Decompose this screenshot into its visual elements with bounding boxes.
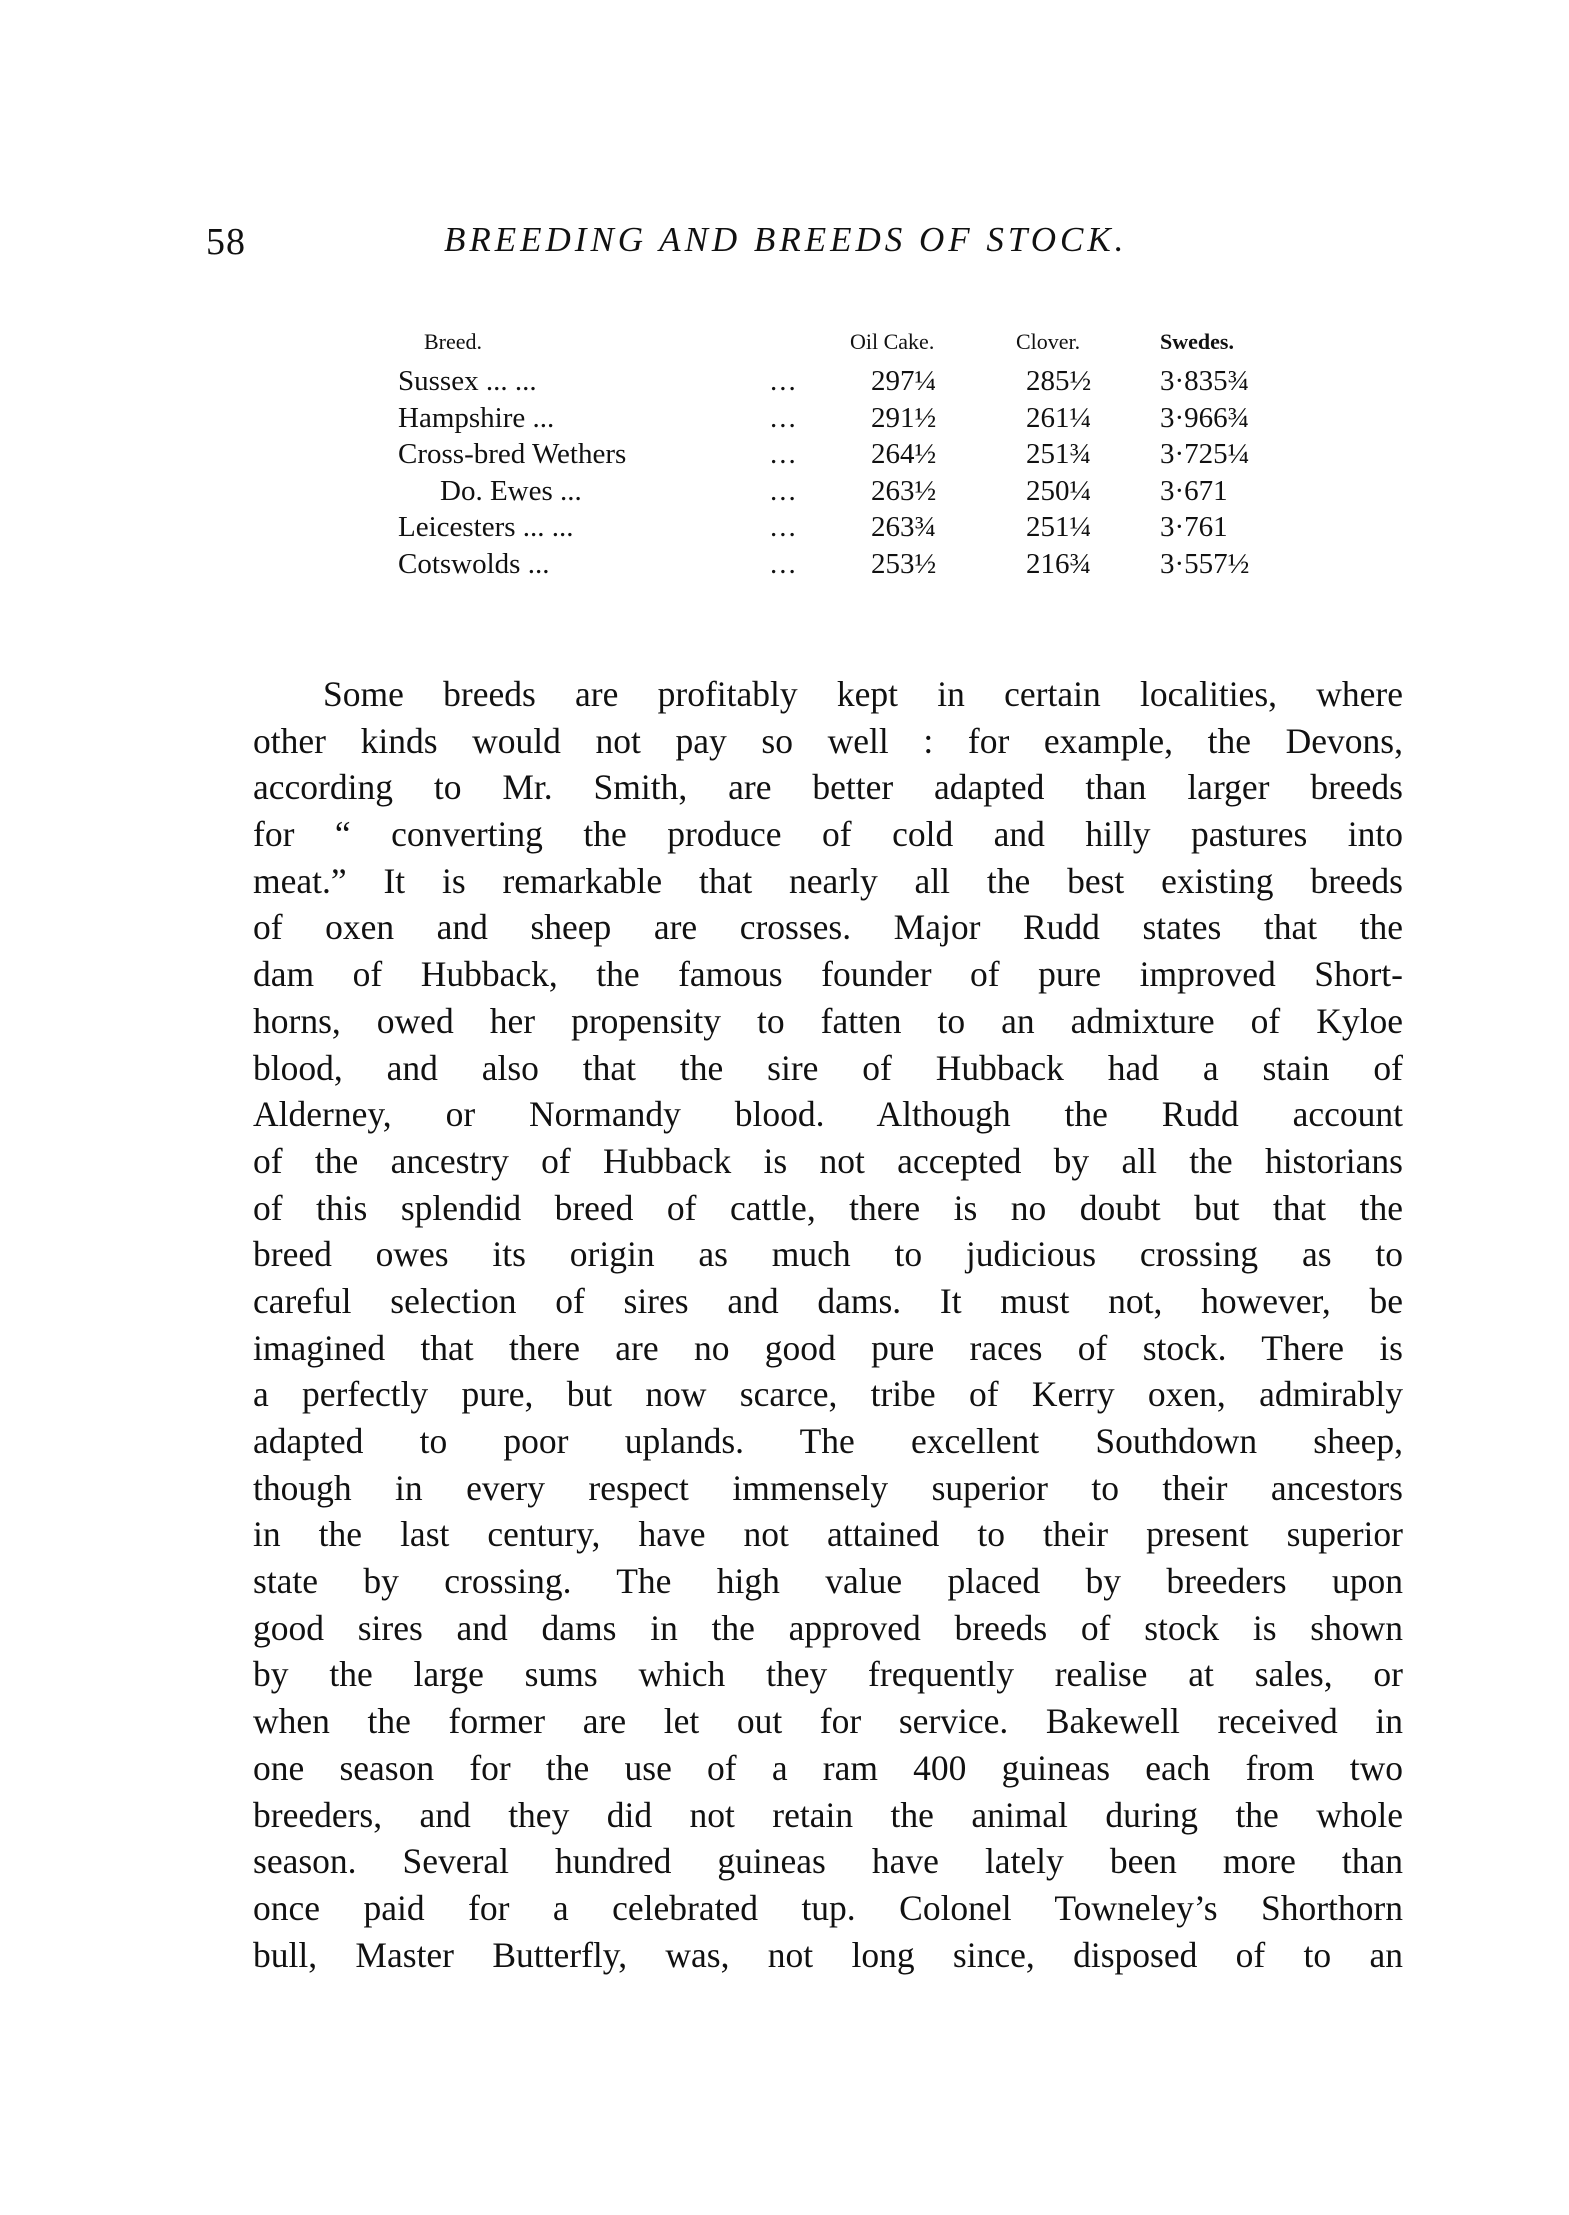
- breed-cell: Leicesters ... ...: [398, 511, 574, 543]
- text-line: according to Mr. Smith, are better adapted than larger breeds: [253, 767, 1403, 808]
- clover-cell: 250¼: [1026, 474, 1092, 507]
- text-line: when the former are let out for service. Bakewell received in: [253, 1701, 1403, 1742]
- body-paragraph: [253, 671, 1403, 1978]
- page-number: 58: [206, 221, 246, 263]
- running-title: BREEDING AND BREEDS OF STOCK.: [444, 220, 1128, 259]
- column-header-oil-cake: Oil Cake.: [850, 329, 935, 354]
- table-row: [398, 438, 1298, 475]
- text-line: Alderney, or Normandy blood. Although the Rudd account: [253, 1094, 1403, 1135]
- breed-cell: Cotswolds ...: [398, 547, 550, 580]
- leader-dots: ...: [770, 365, 798, 397]
- text-line: adapted to poor uplands. The excellent Southdown sheep,: [253, 1421, 1403, 1461]
- text-line: dam of Hubback, the famous founder of pure improved Short-: [253, 954, 1403, 995]
- clover-cell: 251¾: [1026, 438, 1092, 470]
- clover-cell: 251¼: [1026, 511, 1092, 543]
- text-line: horns, owed her propensity to fatten to an admixture of Kyloe: [253, 1000, 1403, 1041]
- text-line: season. Several hundred guineas have lately been more than: [253, 1841, 1403, 1882]
- text-line: meat.” It is remarkable that nearly all the best existing breeds: [253, 860, 1403, 901]
- leader-dots: ...: [770, 401, 798, 434]
- text-line: other kinds would not pay so well : for example, the Devons,: [253, 720, 1403, 761]
- text-line: once paid for a celebrated tup. Colonel Towneley’s Shorthorn: [253, 1887, 1403, 1928]
- leader-dots: ...: [770, 474, 798, 507]
- text-line: breed owes its origin as much to judicious crossing as to: [253, 1234, 1403, 1275]
- table-row: [398, 548, 1298, 585]
- leader-dots: ...: [770, 438, 798, 470]
- swedes-cell: 3·966¾: [1160, 401, 1250, 434]
- text-line: careful selection of sires and dams. It must not, however, be: [253, 1280, 1403, 1321]
- table-row: [398, 511, 1298, 548]
- oil-cake-cell: 291½: [871, 401, 937, 434]
- text-line: bull, Master Butterfly, was, not long since, disposed of to an: [253, 1934, 1403, 1975]
- text-line: state by crossing. The high value placed by breeders upon: [253, 1561, 1403, 1602]
- swedes-cell: 3·835¾: [1160, 365, 1250, 397]
- clover-cell: 261¼: [1026, 401, 1092, 434]
- swedes-cell: 3·557½: [1160, 547, 1250, 580]
- text-line: for “ converting the produce of cold and hilly pastures into: [253, 814, 1403, 855]
- running-head: [206, 220, 1406, 280]
- text-line: of this splendid breed of cattle, there is no doubt but that the: [253, 1187, 1403, 1228]
- text-line: of the ancestry of Hubback is not accepted by all the historians: [253, 1140, 1403, 1181]
- text-line: breeders, and they did not retain the animal during the whole: [253, 1794, 1403, 1835]
- breed-cell: Sussex ... ...: [398, 365, 537, 397]
- text-line: one season for the use of a ram 400 guineas each from two: [253, 1747, 1403, 1788]
- text-line: by the large sums which they frequently realise at sales, or: [253, 1654, 1403, 1695]
- table-row: [398, 475, 1298, 512]
- text-line: though in every respect immensely superior to their ancestors: [253, 1467, 1403, 1508]
- swedes-cell: 3·671: [1160, 474, 1228, 507]
- text-line: of oxen and sheep are crosses. Major Rudd states that the: [253, 907, 1403, 948]
- clover-cell: 285½: [1026, 365, 1092, 397]
- oil-cake-cell: 253½: [871, 547, 937, 580]
- text-line: imagined that there are no good pure races of stock. There is: [253, 1327, 1403, 1368]
- column-header-swedes: Swedes.: [1160, 329, 1234, 354]
- clover-cell: 216¾: [1026, 547, 1092, 580]
- column-header-clover: Clover.: [1016, 329, 1081, 354]
- text-line: a perfectly pure, but now scarce, tribe of Kerry oxen, admirably: [253, 1374, 1403, 1415]
- breed-cell: Do. Ewes ...: [440, 474, 582, 507]
- text-line: good sires and dams in the approved breeds of stock is shown: [253, 1607, 1403, 1648]
- table-row: [398, 365, 1298, 402]
- leader-dots: ...: [770, 511, 798, 543]
- text-line: in the last century, have not attained to their present superior: [253, 1514, 1403, 1555]
- oil-cake-cell: 264½: [871, 438, 937, 470]
- breed-cell: Hampshire ...: [398, 401, 555, 434]
- breed-cell: Cross-bred Wethers: [398, 438, 627, 470]
- oil-cake-cell: 263½: [871, 474, 937, 507]
- table-row: [398, 402, 1298, 439]
- leader-dots: ...: [770, 547, 798, 580]
- column-header-breed: Breed.: [424, 329, 483, 354]
- breed-table: [398, 325, 1298, 584]
- swedes-cell: 3·761: [1160, 511, 1228, 543]
- oil-cake-cell: 297¼: [871, 365, 937, 397]
- text-line: blood, and also that the sire of Hubback had a stain of: [253, 1047, 1403, 1088]
- text-line: Some breeds are profitably kept in certain localities, where: [323, 674, 1403, 714]
- swedes-cell: 3·725¼: [1160, 438, 1250, 470]
- oil-cake-cell: 263¾: [871, 511, 937, 543]
- table-header: [398, 325, 1298, 365]
